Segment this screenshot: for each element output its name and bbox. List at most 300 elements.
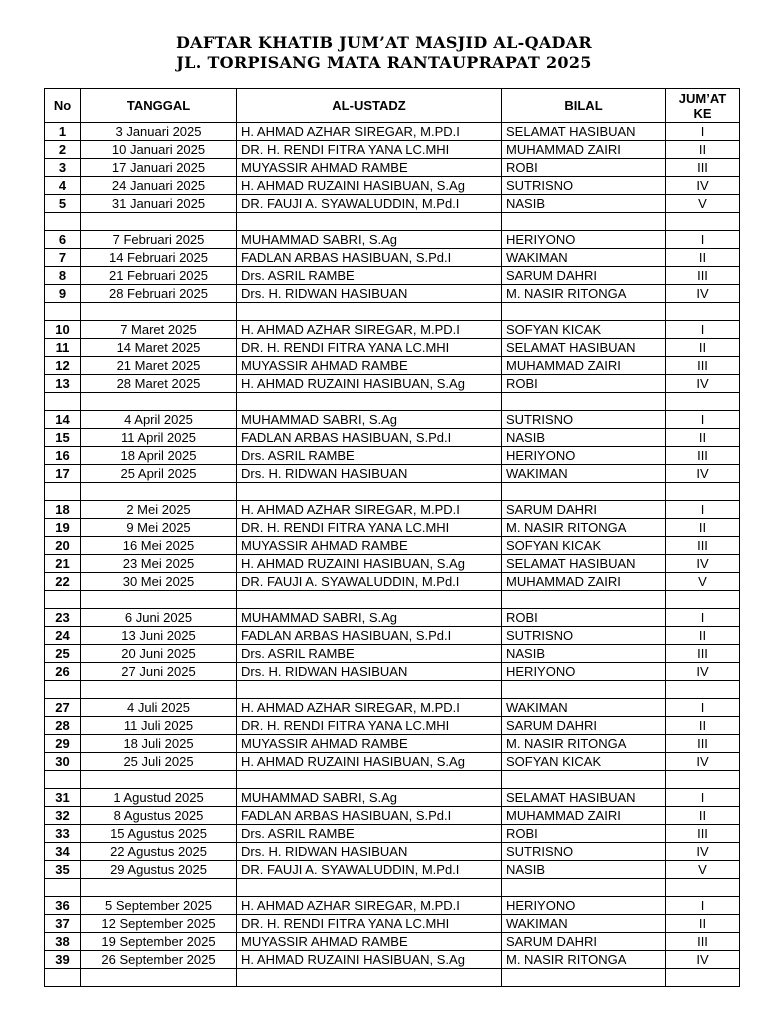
cell-no: 28 bbox=[45, 717, 81, 735]
cell-ustadz: DR. FAUJI A. SYAWALUDDIN, M.Pd.I bbox=[237, 195, 502, 213]
cell-bilal bbox=[502, 213, 666, 231]
table-row bbox=[45, 771, 740, 789]
cell-ustadz: H. AHMAD AZHAR SIREGAR, M.PD.I bbox=[237, 897, 502, 915]
cell-tanggal: 11 April 2025 bbox=[81, 429, 237, 447]
cell-ustadz: Drs. ASRIL RAMBE bbox=[237, 267, 502, 285]
cell-no: 24 bbox=[45, 627, 81, 645]
cell-jumat-ke bbox=[666, 879, 740, 897]
cell-ustadz: Drs. H. RIDWAN HASIBUAN bbox=[237, 465, 502, 483]
cell-jumat-ke: I bbox=[666, 897, 740, 915]
cell-bilal: SELAMAT HASIBUAN bbox=[502, 555, 666, 573]
header-jumat-ke bbox=[666, 89, 740, 123]
cell-tanggal: 16 Mei 2025 bbox=[81, 537, 237, 555]
cell-tanggal: 4 Juli 2025 bbox=[81, 699, 237, 717]
table-row bbox=[45, 375, 740, 393]
cell-bilal: SELAMAT HASIBUAN bbox=[502, 123, 666, 141]
cell-bilal: HERIYONO bbox=[502, 897, 666, 915]
cell-jumat-ke: III bbox=[666, 537, 740, 555]
cell-jumat-ke bbox=[666, 969, 740, 987]
cell-tanggal bbox=[81, 591, 237, 609]
cell-no: 4 bbox=[45, 177, 81, 195]
cell-bilal bbox=[502, 681, 666, 699]
cell-tanggal bbox=[81, 771, 237, 789]
cell-no: 19 bbox=[45, 519, 81, 537]
cell-ustadz: Drs. H. RIDWAN HASIBUAN bbox=[237, 285, 502, 303]
cell-jumat-ke: I bbox=[666, 321, 740, 339]
cell-bilal: M. NASIR RITONGA bbox=[502, 951, 666, 969]
cell-jumat-ke: IV bbox=[666, 555, 740, 573]
cell-jumat-ke: II bbox=[666, 339, 740, 357]
table-row bbox=[45, 753, 740, 771]
cell-no: 27 bbox=[45, 699, 81, 717]
cell-jumat-ke: II bbox=[666, 519, 740, 537]
cell-no: 18 bbox=[45, 501, 81, 519]
cell-tanggal bbox=[81, 303, 237, 321]
cell-tanggal: 17 Januari 2025 bbox=[81, 159, 237, 177]
cell-no: 30 bbox=[45, 753, 81, 771]
cell-bilal: WAKIMAN bbox=[502, 249, 666, 267]
table-body bbox=[45, 123, 740, 987]
table-row bbox=[45, 447, 740, 465]
cell-ustadz: H. AHMAD AZHAR SIREGAR, M.PD.I bbox=[237, 321, 502, 339]
cell-no bbox=[45, 879, 81, 897]
cell-bilal: HERIYONO bbox=[502, 447, 666, 465]
cell-no: 39 bbox=[45, 951, 81, 969]
cell-ustadz: Drs. ASRIL RAMBE bbox=[237, 645, 502, 663]
cell-tanggal: 31 Januari 2025 bbox=[81, 195, 237, 213]
cell-tanggal: 1 Agustud 2025 bbox=[81, 789, 237, 807]
cell-bilal: NASIB bbox=[502, 645, 666, 663]
cell-no: 8 bbox=[45, 267, 81, 285]
cell-jumat-ke: III bbox=[666, 735, 740, 753]
header-bilal: BILAL bbox=[502, 89, 666, 123]
cell-bilal: M. NASIR RITONGA bbox=[502, 519, 666, 537]
cell-bilal: SARUM DAHRI bbox=[502, 933, 666, 951]
cell-ustadz bbox=[237, 879, 502, 897]
cell-no: 29 bbox=[45, 735, 81, 753]
cell-tanggal: 20 Juni 2025 bbox=[81, 645, 237, 663]
cell-jumat-ke: II bbox=[666, 627, 740, 645]
cell-ustadz: DR. H. RENDI FITRA YANA LC.MHI bbox=[237, 339, 502, 357]
cell-bilal: ROBI bbox=[502, 825, 666, 843]
cell-tanggal: 30 Mei 2025 bbox=[81, 573, 237, 591]
cell-ustadz: MUYASSIR AHMAD RAMBE bbox=[237, 537, 502, 555]
table-row bbox=[45, 231, 740, 249]
cell-jumat-ke: II bbox=[666, 429, 740, 447]
cell-ustadz: MUHAMMAD SABRI, S.Ag bbox=[237, 609, 502, 627]
cell-bilal: SELAMAT HASIBUAN bbox=[502, 339, 666, 357]
cell-tanggal bbox=[81, 879, 237, 897]
cell-tanggal: 8 Agustus 2025 bbox=[81, 807, 237, 825]
cell-bilal: SOFYAN KICAK bbox=[502, 537, 666, 555]
cell-no: 5 bbox=[45, 195, 81, 213]
table-row bbox=[45, 537, 740, 555]
cell-jumat-ke: I bbox=[666, 231, 740, 249]
cell-ustadz: FADLAN ARBAS HASIBUAN, S.Pd.I bbox=[237, 627, 502, 645]
cell-bilal bbox=[502, 483, 666, 501]
header-jumat-ke-line2: KE bbox=[693, 105, 712, 121]
cell-no: 38 bbox=[45, 933, 81, 951]
cell-ustadz: DR. FAUJI A. SYAWALUDDIN, M.Pd.I bbox=[237, 573, 502, 591]
cell-jumat-ke bbox=[666, 303, 740, 321]
cell-jumat-ke bbox=[666, 393, 740, 411]
cell-bilal bbox=[502, 591, 666, 609]
cell-tanggal: 18 Juli 2025 bbox=[81, 735, 237, 753]
table-row bbox=[45, 969, 740, 987]
cell-jumat-ke: II bbox=[666, 717, 740, 735]
cell-tanggal bbox=[81, 393, 237, 411]
cell-ustadz: H. AHMAD RUZAINI HASIBUAN, S.Ag bbox=[237, 177, 502, 195]
cell-jumat-ke: III bbox=[666, 357, 740, 375]
table-row bbox=[45, 843, 740, 861]
cell-no: 6 bbox=[45, 231, 81, 249]
cell-ustadz: Drs. H. RIDWAN HASIBUAN bbox=[237, 843, 502, 861]
cell-no: 34 bbox=[45, 843, 81, 861]
table-row bbox=[45, 267, 740, 285]
cell-jumat-ke: I bbox=[666, 501, 740, 519]
table-row bbox=[45, 879, 740, 897]
table-row bbox=[45, 483, 740, 501]
cell-ustadz: FADLAN ARBAS HASIBUAN, S.Pd.I bbox=[237, 429, 502, 447]
table-row bbox=[45, 573, 740, 591]
header-tanggal: TANGGAL bbox=[81, 89, 237, 123]
cell-jumat-ke: IV bbox=[666, 843, 740, 861]
cell-bilal: SUTRISNO bbox=[502, 627, 666, 645]
cell-jumat-ke: III bbox=[666, 447, 740, 465]
cell-tanggal: 11 Juli 2025 bbox=[81, 717, 237, 735]
cell-tanggal: 27 Juni 2025 bbox=[81, 663, 237, 681]
cell-no bbox=[45, 303, 81, 321]
cell-no: 23 bbox=[45, 609, 81, 627]
cell-ustadz: MUYASSIR AHMAD RAMBE bbox=[237, 159, 502, 177]
table-row bbox=[45, 339, 740, 357]
cell-bilal: NASIB bbox=[502, 861, 666, 879]
cell-ustadz: DR. H. RENDI FITRA YANA LC.MHI bbox=[237, 915, 502, 933]
table-row bbox=[45, 627, 740, 645]
cell-jumat-ke: III bbox=[666, 933, 740, 951]
cell-jumat-ke: I bbox=[666, 789, 740, 807]
cell-jumat-ke: II bbox=[666, 807, 740, 825]
cell-tanggal: 21 Februari 2025 bbox=[81, 267, 237, 285]
cell-tanggal: 7 Maret 2025 bbox=[81, 321, 237, 339]
cell-jumat-ke: IV bbox=[666, 951, 740, 969]
table-row bbox=[45, 789, 740, 807]
cell-ustadz: FADLAN ARBAS HASIBUAN, S.Pd.I bbox=[237, 807, 502, 825]
cell-ustadz bbox=[237, 591, 502, 609]
cell-jumat-ke bbox=[666, 213, 740, 231]
cell-no: 20 bbox=[45, 537, 81, 555]
cell-tanggal: 6 Juni 2025 bbox=[81, 609, 237, 627]
cell-bilal: HERIYONO bbox=[502, 663, 666, 681]
cell-tanggal: 12 September 2025 bbox=[81, 915, 237, 933]
cell-tanggal: 9 Mei 2025 bbox=[81, 519, 237, 537]
cell-jumat-ke: IV bbox=[666, 177, 740, 195]
cell-bilal: SUTRISNO bbox=[502, 177, 666, 195]
cell-no: 12 bbox=[45, 357, 81, 375]
cell-bilal: WAKIMAN bbox=[502, 915, 666, 933]
cell-ustadz: Drs. H. RIDWAN HASIBUAN bbox=[237, 663, 502, 681]
table-row bbox=[45, 681, 740, 699]
cell-ustadz bbox=[237, 393, 502, 411]
cell-ustadz bbox=[237, 969, 502, 987]
cell-jumat-ke: III bbox=[666, 825, 740, 843]
cell-bilal: SARUM DAHRI bbox=[502, 267, 666, 285]
cell-jumat-ke: V bbox=[666, 573, 740, 591]
table-row bbox=[45, 501, 740, 519]
table-row bbox=[45, 177, 740, 195]
cell-tanggal: 21 Maret 2025 bbox=[81, 357, 237, 375]
cell-ustadz bbox=[237, 681, 502, 699]
table-row bbox=[45, 915, 740, 933]
cell-tanggal bbox=[81, 483, 237, 501]
table-row bbox=[45, 897, 740, 915]
cell-ustadz: H. AHMAD RUZAINI HASIBUAN, S.Ag bbox=[237, 951, 502, 969]
cell-tanggal: 18 April 2025 bbox=[81, 447, 237, 465]
table-row bbox=[45, 591, 740, 609]
cell-tanggal: 25 April 2025 bbox=[81, 465, 237, 483]
cell-no: 17 bbox=[45, 465, 81, 483]
cell-jumat-ke bbox=[666, 591, 740, 609]
cell-jumat-ke bbox=[666, 771, 740, 789]
table-row bbox=[45, 429, 740, 447]
cell-tanggal: 24 Januari 2025 bbox=[81, 177, 237, 195]
cell-jumat-ke: I bbox=[666, 411, 740, 429]
cell-jumat-ke: I bbox=[666, 699, 740, 717]
cell-bilal bbox=[502, 969, 666, 987]
cell-bilal bbox=[502, 771, 666, 789]
cell-no bbox=[45, 213, 81, 231]
cell-bilal: MUHAMMAD ZAIRI bbox=[502, 141, 666, 159]
cell-ustadz: H. AHMAD AZHAR SIREGAR, M.PD.I bbox=[237, 501, 502, 519]
cell-bilal: SARUM DAHRI bbox=[502, 717, 666, 735]
cell-ustadz bbox=[237, 213, 502, 231]
cell-ustadz: H. AHMAD RUZAINI HASIBUAN, S.Ag bbox=[237, 555, 502, 573]
table-row bbox=[45, 933, 740, 951]
cell-no bbox=[45, 483, 81, 501]
cell-no: 16 bbox=[45, 447, 81, 465]
table-row bbox=[45, 861, 740, 879]
cell-jumat-ke: I bbox=[666, 123, 740, 141]
cell-bilal: SELAMAT HASIBUAN bbox=[502, 789, 666, 807]
cell-no bbox=[45, 681, 81, 699]
cell-ustadz bbox=[237, 771, 502, 789]
cell-no: 10 bbox=[45, 321, 81, 339]
cell-jumat-ke: III bbox=[666, 159, 740, 177]
cell-no: 2 bbox=[45, 141, 81, 159]
cell-jumat-ke: V bbox=[666, 861, 740, 879]
table-row bbox=[45, 663, 740, 681]
cell-no: 33 bbox=[45, 825, 81, 843]
cell-bilal: M. NASIR RITONGA bbox=[502, 735, 666, 753]
table-row bbox=[45, 609, 740, 627]
cell-no bbox=[45, 591, 81, 609]
cell-bilal: ROBI bbox=[502, 159, 666, 177]
cell-bilal: MUHAMMAD ZAIRI bbox=[502, 357, 666, 375]
cell-tanggal: 2 Mei 2025 bbox=[81, 501, 237, 519]
cell-tanggal: 5 September 2025 bbox=[81, 897, 237, 915]
cell-bilal: ROBI bbox=[502, 609, 666, 627]
cell-tanggal: 7 Februari 2025 bbox=[81, 231, 237, 249]
table-row bbox=[45, 825, 740, 843]
table-row bbox=[45, 807, 740, 825]
cell-tanggal bbox=[81, 213, 237, 231]
header-no: No bbox=[45, 89, 81, 123]
cell-ustadz: MUHAMMAD SABRI, S.Ag bbox=[237, 231, 502, 249]
cell-no: 37 bbox=[45, 915, 81, 933]
cell-ustadz: H. AHMAD AZHAR SIREGAR, M.PD.I bbox=[237, 699, 502, 717]
header-jumat-ke-line1: JUM’AT bbox=[678, 90, 727, 106]
cell-tanggal: 10 Januari 2025 bbox=[81, 141, 237, 159]
cell-jumat-ke: IV bbox=[666, 285, 740, 303]
cell-bilal: MUHAMMAD ZAIRI bbox=[502, 573, 666, 591]
cell-no: 9 bbox=[45, 285, 81, 303]
table-row bbox=[45, 411, 740, 429]
cell-bilal: ROBI bbox=[502, 375, 666, 393]
cell-bilal: SOFYAN KICAK bbox=[502, 321, 666, 339]
cell-tanggal: 3 Januari 2025 bbox=[81, 123, 237, 141]
cell-jumat-ke: II bbox=[666, 249, 740, 267]
cell-bilal bbox=[502, 303, 666, 321]
table-row bbox=[45, 141, 740, 159]
table-row bbox=[45, 321, 740, 339]
cell-bilal: SUTRISNO bbox=[502, 411, 666, 429]
cell-ustadz: DR. FAUJI A. SYAWALUDDIN, M.Pd.I bbox=[237, 861, 502, 879]
cell-ustadz: MUHAMMAD SABRI, S.Ag bbox=[237, 411, 502, 429]
cell-ustadz: DR. H. RENDI FITRA YANA LC.MHI bbox=[237, 141, 502, 159]
cell-jumat-ke: II bbox=[666, 141, 740, 159]
table-header-row bbox=[45, 89, 740, 123]
cell-ustadz: H. AHMAD AZHAR SIREGAR, M.PD.I bbox=[237, 123, 502, 141]
cell-tanggal: 4 April 2025 bbox=[81, 411, 237, 429]
cell-tanggal: 14 Februari 2025 bbox=[81, 249, 237, 267]
cell-tanggal bbox=[81, 969, 237, 987]
cell-ustadz: H. AHMAD RUZAINI HASIBUAN, S.Ag bbox=[237, 753, 502, 771]
table-row bbox=[45, 555, 740, 573]
table-row bbox=[45, 645, 740, 663]
cell-ustadz: Drs. ASRIL RAMBE bbox=[237, 825, 502, 843]
cell-ustadz: FADLAN ARBAS HASIBUAN, S.Pd.I bbox=[237, 249, 502, 267]
cell-tanggal: 13 Juni 2025 bbox=[81, 627, 237, 645]
cell-ustadz: MUYASSIR AHMAD RAMBE bbox=[237, 735, 502, 753]
cell-no: 25 bbox=[45, 645, 81, 663]
cell-tanggal: 26 September 2025 bbox=[81, 951, 237, 969]
cell-no bbox=[45, 393, 81, 411]
cell-ustadz: DR. H. RENDI FITRA YANA LC.MHI bbox=[237, 519, 502, 537]
cell-ustadz: DR. H. RENDI FITRA YANA LC.MHI bbox=[237, 717, 502, 735]
table-row bbox=[45, 123, 740, 141]
cell-bilal: WAKIMAN bbox=[502, 465, 666, 483]
cell-bilal bbox=[502, 879, 666, 897]
cell-tanggal bbox=[81, 681, 237, 699]
cell-ustadz: MUYASSIR AHMAD RAMBE bbox=[237, 933, 502, 951]
cell-no: 13 bbox=[45, 375, 81, 393]
cell-no: 7 bbox=[45, 249, 81, 267]
table-row bbox=[45, 393, 740, 411]
cell-jumat-ke: III bbox=[666, 267, 740, 285]
cell-tanggal: 19 September 2025 bbox=[81, 933, 237, 951]
cell-no: 11 bbox=[45, 339, 81, 357]
cell-bilal: NASIB bbox=[502, 429, 666, 447]
cell-jumat-ke: IV bbox=[666, 663, 740, 681]
cell-no: 26 bbox=[45, 663, 81, 681]
table-row bbox=[45, 699, 740, 717]
cell-ustadz: MUYASSIR AHMAD RAMBE bbox=[237, 357, 502, 375]
cell-no: 36 bbox=[45, 897, 81, 915]
cell-bilal: WAKIMAN bbox=[502, 699, 666, 717]
cell-jumat-ke bbox=[666, 681, 740, 699]
cell-bilal: MUHAMMAD ZAIRI bbox=[502, 807, 666, 825]
cell-jumat-ke: IV bbox=[666, 753, 740, 771]
cell-no bbox=[45, 969, 81, 987]
cell-bilal bbox=[502, 393, 666, 411]
cell-no: 21 bbox=[45, 555, 81, 573]
cell-tanggal: 15 Agustus 2025 bbox=[81, 825, 237, 843]
cell-ustadz bbox=[237, 483, 502, 501]
header-ustadz: AL-USTADZ bbox=[237, 89, 502, 123]
table-row bbox=[45, 951, 740, 969]
document-title: DAFTAR KHATIB JUM’AT MASJID AL-QADAR bbox=[175, 33, 593, 52]
cell-ustadz: H. AHMAD RUZAINI HASIBUAN, S.Ag bbox=[237, 375, 502, 393]
cell-jumat-ke: III bbox=[666, 645, 740, 663]
document-subtitle: JL. TORPISANG MATA RANTAUPRAPAT 2025 bbox=[176, 53, 592, 72]
cell-no: 15 bbox=[45, 429, 81, 447]
cell-jumat-ke: V bbox=[666, 195, 740, 213]
cell-jumat-ke: IV bbox=[666, 375, 740, 393]
table-row bbox=[45, 465, 740, 483]
cell-jumat-ke: IV bbox=[666, 465, 740, 483]
table-row bbox=[45, 735, 740, 753]
cell-no: 22 bbox=[45, 573, 81, 591]
cell-bilal: HERIYONO bbox=[502, 231, 666, 249]
cell-tanggal: 28 Februari 2025 bbox=[81, 285, 237, 303]
cell-bilal: SUTRISNO bbox=[502, 843, 666, 861]
cell-no: 31 bbox=[45, 789, 81, 807]
cell-ustadz: Drs. ASRIL RAMBE bbox=[237, 447, 502, 465]
cell-no: 35 bbox=[45, 861, 81, 879]
cell-tanggal: 14 Maret 2025 bbox=[81, 339, 237, 357]
cell-tanggal: 23 Mei 2025 bbox=[81, 555, 237, 573]
cell-no bbox=[45, 771, 81, 789]
table-row bbox=[45, 213, 740, 231]
table-row bbox=[45, 285, 740, 303]
cell-bilal: NASIB bbox=[502, 195, 666, 213]
cell-ustadz bbox=[237, 303, 502, 321]
cell-no: 14 bbox=[45, 411, 81, 429]
table-row bbox=[45, 303, 740, 321]
cell-bilal: M. NASIR RITONGA bbox=[502, 285, 666, 303]
table-row bbox=[45, 519, 740, 537]
cell-ustadz: MUHAMMAD SABRI, S.Ag bbox=[237, 789, 502, 807]
table-row bbox=[45, 159, 740, 177]
cell-no: 1 bbox=[45, 123, 81, 141]
cell-jumat-ke: I bbox=[666, 609, 740, 627]
table-row bbox=[45, 717, 740, 735]
cell-jumat-ke bbox=[666, 483, 740, 501]
table-row bbox=[45, 195, 740, 213]
cell-tanggal: 28 Maret 2025 bbox=[81, 375, 237, 393]
table-row bbox=[45, 249, 740, 267]
cell-tanggal: 22 Agustus 2025 bbox=[81, 843, 237, 861]
table-row bbox=[45, 357, 740, 375]
schedule-table bbox=[44, 88, 740, 987]
cell-bilal: SARUM DAHRI bbox=[502, 501, 666, 519]
cell-tanggal: 29 Agustus 2025 bbox=[81, 861, 237, 879]
cell-no: 32 bbox=[45, 807, 81, 825]
cell-bilal: SOFYAN KICAK bbox=[502, 753, 666, 771]
cell-jumat-ke: II bbox=[666, 915, 740, 933]
cell-no: 3 bbox=[45, 159, 81, 177]
cell-tanggal: 25 Juli 2025 bbox=[81, 753, 237, 771]
